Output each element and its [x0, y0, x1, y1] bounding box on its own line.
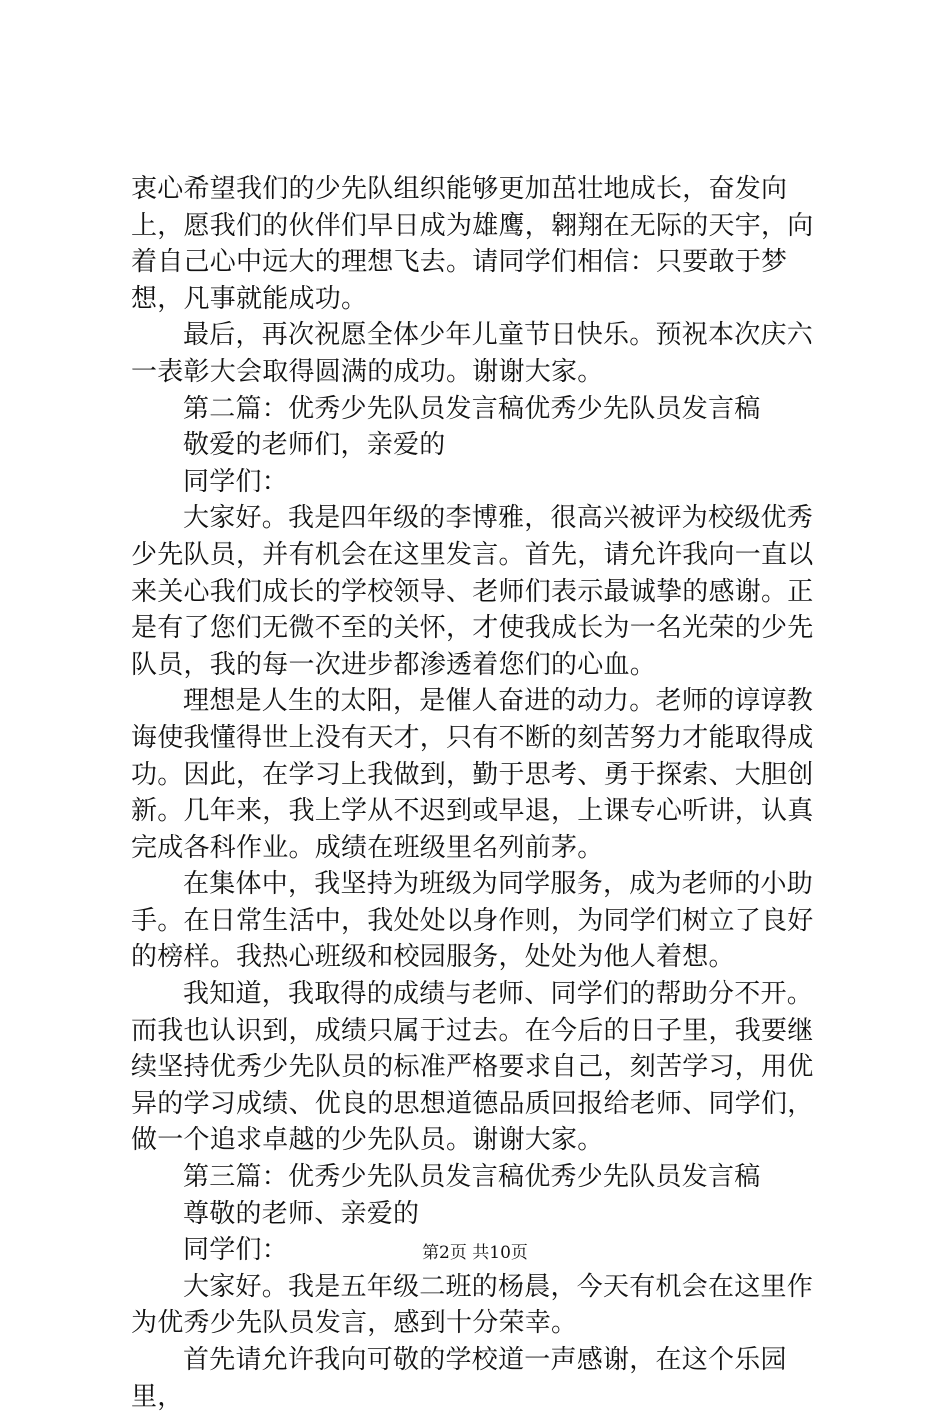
paragraph: 理想是人生的太阳，是催人奋进的动力。老师的谆谆教诲使我懂得世上没有天才，只有不断的刻苦努力才能取得成功。因此，在学习上我做到，勤于思考、勇于探索、大胆创新。几年来，我上学从不迟到或早退，上课专心听讲，认真完成各科作业。成绩在班级里名列前茅。 [131, 686, 814, 863]
paragraph: 大家好。我是五年级二班的杨晨，今天有机会在这里作为优秀少先队员发言，感到十分荣幸。 [131, 1271, 814, 1339]
salutation-line: 同学们： [183, 466, 289, 497]
paragraph-closing: 最后，再次祝愿全体少年儿童节日快乐。预祝本次庆六一表彰大会取得圆满的成功。谢谢大家。 [131, 320, 814, 387]
section-heading-2: 第二篇：优秀少先队员发言稿优秀少先队员发言稿 [183, 393, 761, 424]
page-footer: 第2页 共10页 [422, 1243, 528, 1263]
paragraph: 在集体中，我坚持为班级为同学服务，成为老师的小助手。在日常生活中，我处处以身作则，为同学们树立了良好的榜样。我热心班级和校园服务，处处为他人着想。 [131, 869, 814, 973]
paragraph-continuation: 衷心希望我们的少先队组织能够更加茁壮地成长，奋发向上，愿我们的伙伴们早日成为雄鹰，翱翔在无际的天宇，向着自己心中远大的理想飞去。请同学们相信：只要敢于梦想，凡事就能成功。 [131, 174, 814, 314]
paragraph: 我知道，我取得的成绩与老师、同学们的帮助分不开。而我也认识到，成绩只属于过去。在今后的日子里，我要继续坚持优秀少先队员的标准严格要求自己，刻苦学习，用优异的学习成绩、优良的思想道德品质回报给老师、同学们，做一个追求卓越的少先队员。谢谢大家。 [131, 979, 814, 1156]
paragraph: 首先请允许我向可敬的学校道一声感谢，在这个乐园里， [131, 1345, 787, 1412]
salutation-line: 尊敬的老师、亲爱的 [183, 1198, 420, 1229]
salutation-line: 敬爱的老师们，亲爱的 [183, 430, 446, 461]
body-text [131, 171, 836, 1415]
salutation-line: 同学们： [183, 1235, 289, 1266]
section-heading-3: 第三篇：优秀少先队员发言稿优秀少先队员发言稿 [183, 1162, 761, 1193]
paragraph: 大家好。我是四年级的李博雅，很高兴被评为校级优秀少先队员，并有机会在这里发言。首先，请允许我向一直以来关心我们成长的学校领导、老师们表示最诚挚的感谢。正是有了您们无微不至的关怀，才使我成长为一名光荣的少先队员，我的每一次进步都渗透着您们的心血。 [131, 503, 814, 680]
